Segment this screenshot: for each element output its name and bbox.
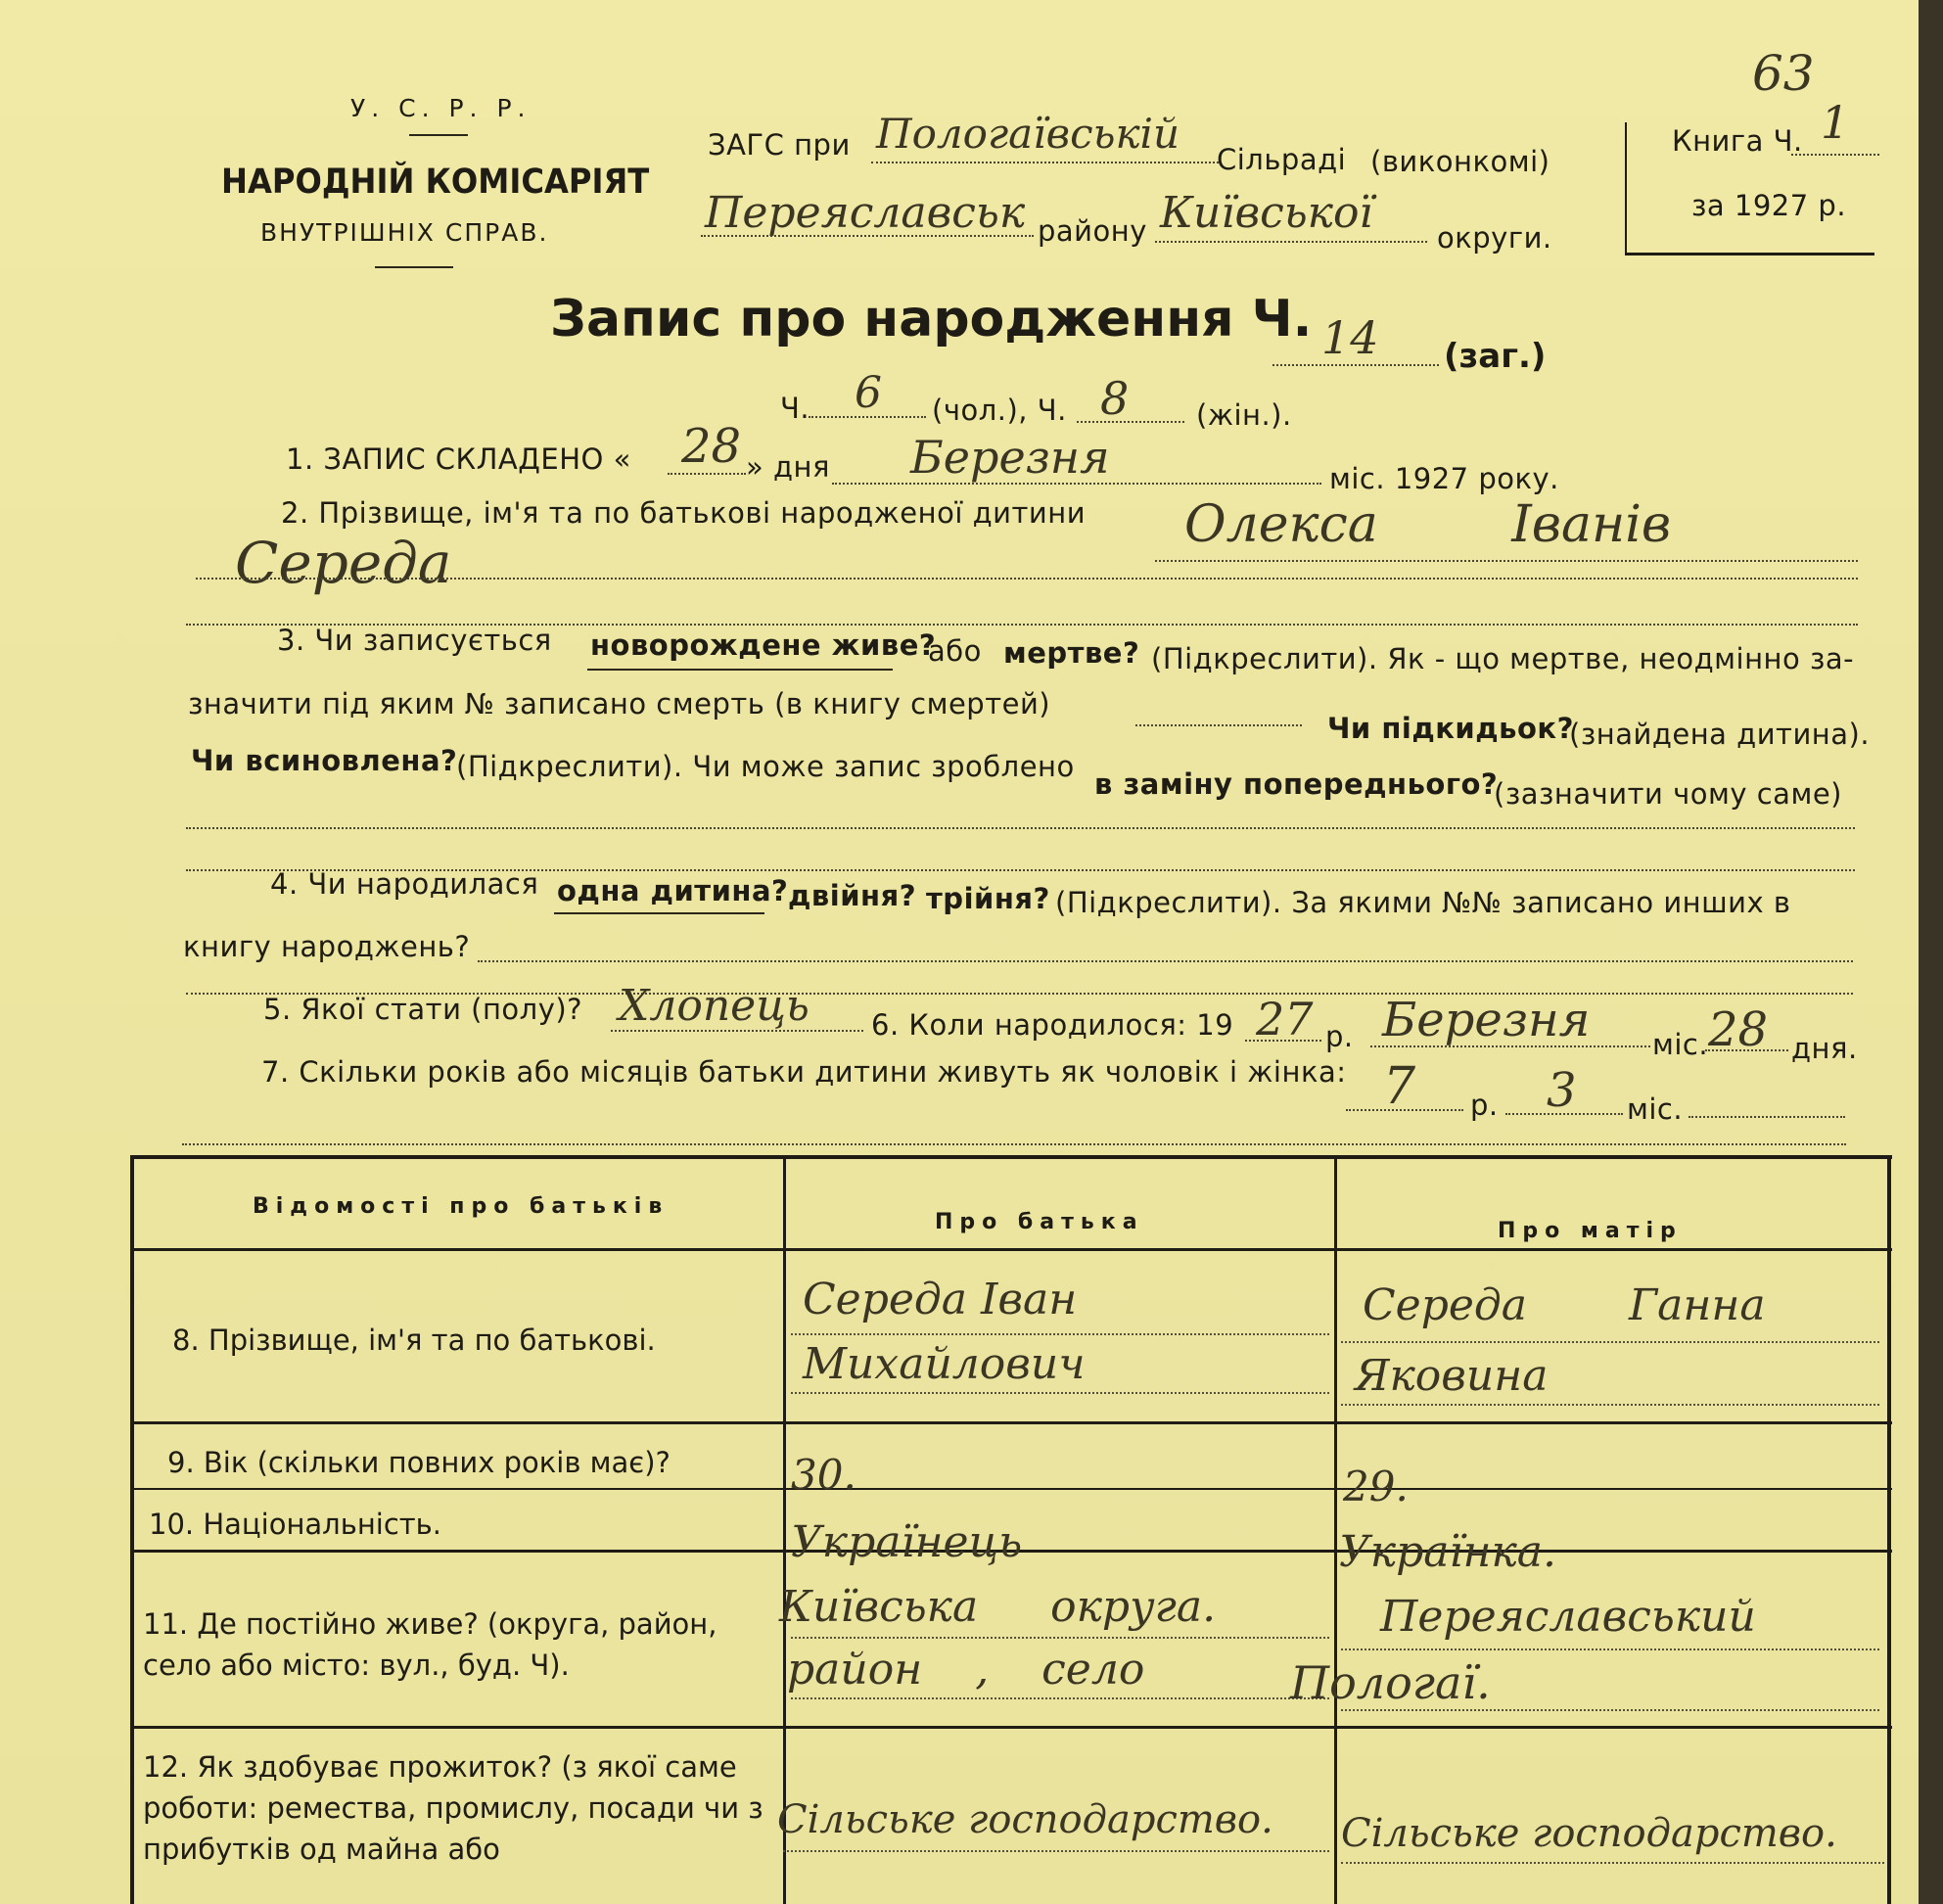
q7-label: 7. Скільки років або місяців батьки дитини живуть як чоловік і жінка: xyxy=(261,1055,1347,1089)
q3-or: або xyxy=(928,634,982,668)
father-name-line2: Михайлович xyxy=(803,1339,1086,1389)
mother-name-line2: Яковина xyxy=(1355,1351,1549,1401)
q4-t3: книгу народжень? xyxy=(183,930,471,963)
record-title: Запис про народження Ч. xyxy=(550,290,1313,348)
header-divider-2 xyxy=(375,266,453,268)
q1-day: 28 xyxy=(681,419,742,474)
book-label: Книга Ч. xyxy=(1672,124,1803,158)
region-handwritten: Київської xyxy=(1160,188,1373,238)
book-number: 1 xyxy=(1821,96,1850,149)
q3-adopted: Чи всиновлена? xyxy=(191,744,458,777)
q4-t1: 4. Чи народилася xyxy=(270,867,539,901)
mother-occupation: Сільське господарство. xyxy=(1341,1811,1837,1856)
father-nationality: Українець xyxy=(791,1517,1023,1567)
record-suffix: (заг.) xyxy=(1444,337,1547,376)
council-suffix: Сільраді xyxy=(1217,143,1347,176)
q3-t6: (зазначити чому саме) xyxy=(1494,777,1842,811)
mother-name-line1: Середа Ганна xyxy=(1363,1280,1766,1330)
table-row-label: 8. Прізвище, ім'я та по батькові. xyxy=(172,1324,656,1357)
council-handwritten: Пологаївській xyxy=(876,110,1180,158)
table-header-mother: Про матір xyxy=(1498,1219,1683,1243)
q4-twins: двійня? xyxy=(788,879,917,912)
q7-months: 3 xyxy=(1547,1063,1577,1118)
q1-prefix: 1. ЗАПИС СКЛАДЕНО « xyxy=(286,442,631,476)
father-residence-line2: район , село xyxy=(787,1645,1145,1695)
q3-dead: мертве? xyxy=(1003,636,1140,670)
q6-r: р. xyxy=(1325,1020,1354,1053)
mother-residence-line1: Переяславський xyxy=(1380,1592,1756,1642)
mother-residence-line2: Пологаї. xyxy=(1290,1656,1491,1709)
q6-year: 27 xyxy=(1256,993,1314,1045)
female-number: 8 xyxy=(1100,372,1130,425)
q1-month: Березня xyxy=(910,431,1110,484)
q3-t1: 3. Чи записується xyxy=(277,624,552,657)
q7-r: р. xyxy=(1470,1089,1499,1122)
table-row-label: 11. Де постійно живе? (округа, район, село або місто: вул., буд. Ч). xyxy=(143,1607,717,1682)
page-number: 63 xyxy=(1752,45,1815,102)
q3-t4: (знайдена дитина). xyxy=(1569,718,1871,751)
q3-alive: новорождене живе? xyxy=(590,628,937,662)
female-label: (жін.). xyxy=(1196,398,1292,432)
table-row-label: 12. Як здобуває прожиток? (з якої саме роботи: ремества, промислу, посади чи з прибутків од майна або xyxy=(143,1750,763,1866)
q2-label: 2. Прізвище, ім'я та по батькові народженої дитини xyxy=(281,496,1087,530)
father-age: 30. xyxy=(791,1451,856,1499)
table-header-father: Про батька xyxy=(935,1210,1144,1234)
q4-triplets: трійня? xyxy=(926,882,1050,915)
table-row-label: 10. Національність. xyxy=(149,1508,441,1541)
q7-years: 7 xyxy=(1383,1057,1416,1116)
q6-label: 6. Коли народилося: 19 xyxy=(871,1008,1234,1042)
ch-label: Ч. xyxy=(780,392,810,425)
district-handwritten: Переяславськ xyxy=(705,188,1026,238)
father-occupation: Сільське господарство. xyxy=(777,1797,1273,1842)
table-header-info: Відомості про батьків xyxy=(253,1194,670,1219)
internal-affairs: ВНУТРІШНІХ СПРАВ. xyxy=(260,218,549,247)
ussr-label: У. С. Р. Р. xyxy=(350,94,532,122)
q1-suffix: міс. 1927 року. xyxy=(1329,462,1559,495)
q3-t2: (Підкреслити). Як - що мертве, неодмінно за- xyxy=(1151,642,1855,675)
table-row-label: 9. Вік (скільки повних років має)? xyxy=(167,1446,671,1479)
header-divider xyxy=(409,134,468,136)
q5-sex: Хлопець xyxy=(619,981,810,1031)
q6-day: 28 xyxy=(1708,1002,1769,1057)
male-label: (чол.), Ч. xyxy=(932,394,1067,427)
mother-age: 29. xyxy=(1343,1463,1409,1510)
q3-t5: (Підкреслити). Чи може запис зроблено xyxy=(456,750,1075,783)
q3-foundling: Чи підкидьок? xyxy=(1327,712,1574,745)
region-label: округи. xyxy=(1437,221,1552,255)
record-number: 14 xyxy=(1321,311,1379,364)
q1-mid: » дня xyxy=(746,450,830,484)
district-label: району xyxy=(1038,214,1147,248)
executive-label: (виконкомі) xyxy=(1370,145,1550,178)
book-year: за 1927 р. xyxy=(1691,189,1847,222)
q6-month: Березня xyxy=(1382,993,1591,1047)
q6-mis: міс. xyxy=(1652,1028,1709,1061)
father-name-line1: Середа Іван xyxy=(803,1275,1078,1324)
mother-nationality: Українка. xyxy=(1339,1527,1557,1577)
q5-label: 5. Якої стати (полу)? xyxy=(263,993,583,1026)
q7-mis: міс. xyxy=(1627,1092,1684,1126)
q2-surname: Середа xyxy=(235,530,452,596)
father-residence-line1: Київська округа. xyxy=(779,1582,1217,1632)
male-number: 6 xyxy=(855,368,882,418)
q4-one: одна дитина? xyxy=(557,874,789,907)
q4-t2: (Підкреслити). За якими №№ записано инших в xyxy=(1055,886,1791,919)
q6-dnya: дня. xyxy=(1791,1032,1858,1065)
q3-replace: в заміну попереднього? xyxy=(1094,767,1499,801)
commissariat-title: НАРОДНІЙ КОМІСАРІЯТ xyxy=(221,163,650,202)
q2-name: Олекса Іванів xyxy=(1184,495,1672,554)
q3-t3: значити під яким № записано смерть (в книгу смертей) xyxy=(188,687,1051,720)
zags-prefix: ЗАГС при xyxy=(708,128,851,162)
